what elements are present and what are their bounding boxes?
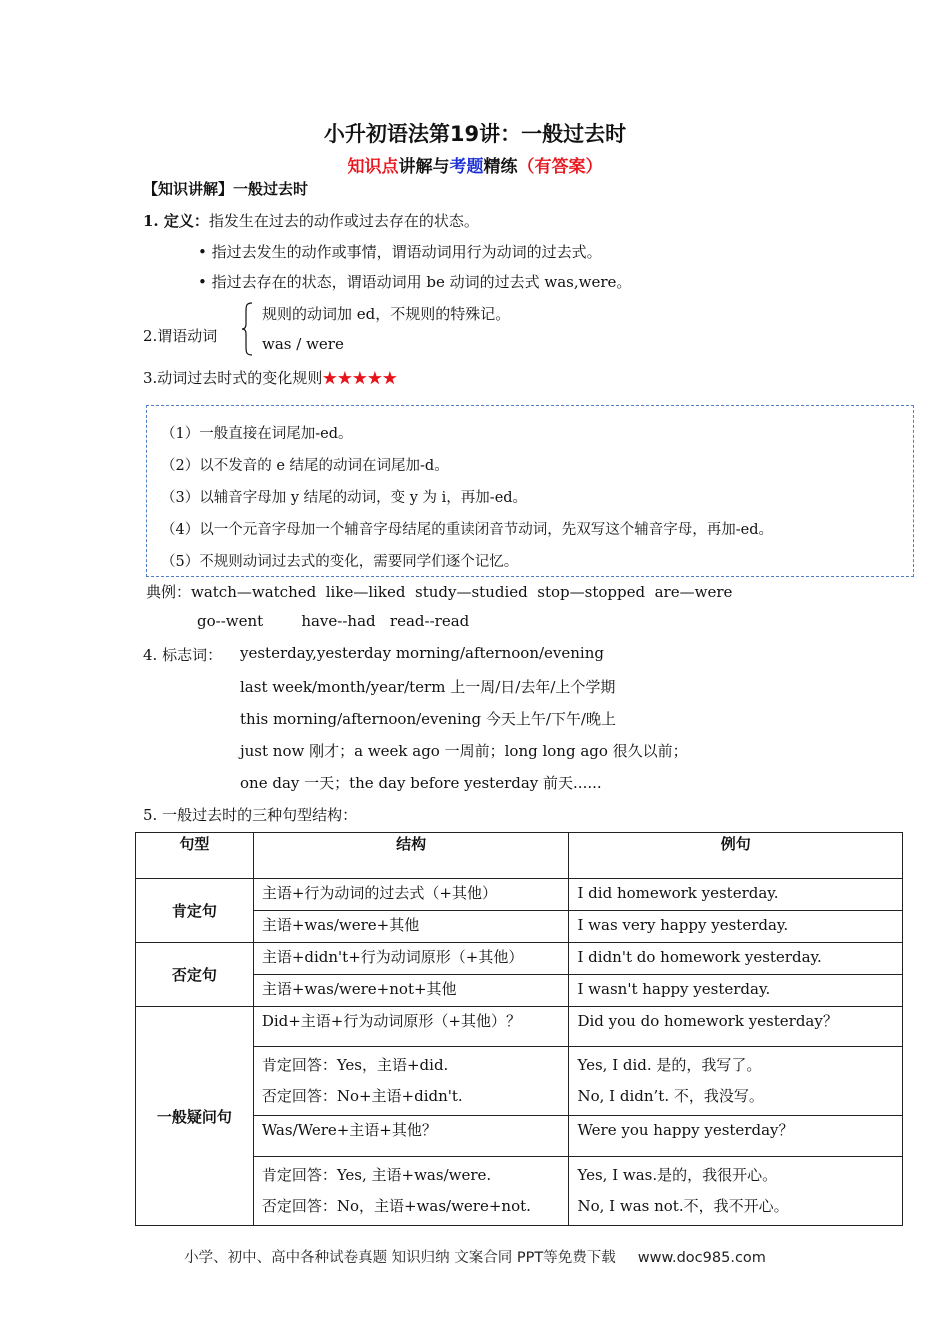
rules-box [146,405,914,577]
table-row [136,1007,903,1047]
question-example-1: Did you do homework yesterday？ [569,1007,903,1047]
affirmative-example-2: I was very happy yesterday. [569,911,903,943]
definition-bullet-1: • 指过去发生的动作或事情，谓语动词用行为动词的过去式。 [198,243,602,261]
star-rating-icon: ★★★★★ [322,369,398,387]
examples-line-2: go--went have--had read--read [197,612,470,630]
examples-line-1: 典例：watch—watched like—liked study—studied stop—stopped are—were [146,583,733,601]
question-example-3: Were you happy yesterday？ [569,1116,903,1157]
subtitle-part1: 知识点 [347,157,399,177]
affirmative-example-1: I did homework yesterday. [569,879,903,911]
answer-no-structure: 否定回答：No+主语+didn't. [261,1087,463,1105]
rule-3: （3）以辅音字母加 y 结尾的动词，变 y 为 i，再加-ed。 [161,490,528,506]
question-structure-2 [253,1047,569,1116]
page-subtitle [0,152,950,177]
subtitle-part3: 考题 [449,157,484,177]
header-structure: 结构 [253,833,569,879]
predicate-option-2: was / were [262,335,344,353]
predicate-option-1: 规则的动词加 ed，不规则的特殊记。 [262,305,511,323]
predicate-label: 2.谓语动词 [143,327,218,345]
marker-line-1: yesterday,yesterday morning/afternoon/evening [240,644,604,662]
marker-line-3: this morning/afternoon/evening 今天上午/下午/晚上 [240,710,616,728]
answer-no-structure: 否定回答：No，主语+was/were+not. [261,1197,531,1215]
answer-no-example: No, I was not.不，我不开心。 [577,1197,789,1215]
marker-line-2: last week/month/year/term 上一周/日/去年/上个学期 [240,678,616,696]
affirmative-structure-1: 主语+行为动词的过去式（+其他） [253,879,569,911]
page-footer [0,1246,950,1267]
rules-heading [143,367,397,388]
rule-4: （4）以一个元音字母加一个辅音字母结尾的重读闭音节动词，先双写这个辅音字母，再加-ed。 [161,522,773,538]
marker-line-5: one day 一天；the day before yesterday 前天...... [240,774,602,792]
structures-heading: 5. 一般过去时的三种句型结构： [143,806,358,824]
rule-2: （2）以不发音的 e 结尾的动词在词尾加-d。 [161,458,449,474]
question-example-2 [569,1047,903,1116]
question-structure-3: Was/Were+主语+其他？ [253,1116,569,1157]
section-heading: 【知识讲解】一般过去时 [143,180,309,198]
table-header-row [136,833,903,879]
footer-text: 小学、初中、高中各种试卷真题 知识归纳 文案合同 PPT等免费下载 [184,1250,616,1266]
footer-site-link[interactable]: www.doc985.com [637,1250,766,1266]
rule-5: （5）不规则动词过去式的变化，需要同学们逐个记忆。 [161,554,519,570]
answer-yes-example: Yes, I did. 是的，我写了。 [577,1056,762,1074]
markers-label: 4. 标志词： [143,646,223,664]
subtitle-part4: 精练 [483,157,518,177]
question-label: 一般疑问句 [136,1007,254,1226]
negative-example-2: I wasn't happy yesterday. [569,975,903,1007]
rule-1: （1）一般直接在词尾加-ed。 [161,426,353,442]
page-title: 小升初语法第19讲：一般过去时 [323,122,627,146]
negative-label: 否定句 [136,943,254,1007]
definition-text: 指发生在过去的动作或过去存在的状态。 [208,212,479,230]
definition-bullet-2: • 指过去存在的状态，谓语动词用 be 动词的过去式 was,were。 [198,273,632,291]
subtitle-part2: 讲解与 [398,157,450,177]
affirmative-label: 肯定句 [136,879,254,943]
question-structure-1: Did+主语+行为动词原形（+其他）？ [253,1007,569,1047]
brace-icon [241,302,253,356]
rules-heading-text: 3.动词过去时式的变化规则 [143,369,323,387]
negative-structure-2: 主语+was/were+not+其他 [253,975,569,1007]
answer-yes-example: Yes, I was.是的，我很开心。 [577,1166,778,1184]
definition-label: 1. 定义： [143,212,209,230]
definition-line [143,210,479,231]
header-example: 例句 [569,833,903,879]
question-example-4 [569,1157,903,1226]
answer-no-example: No, I didn’t. 不，我没写。 [577,1087,764,1105]
affirmative-structure-2: 主语+was/were+其他 [253,911,569,943]
sentence-structure-table [135,832,903,1226]
negative-structure-1: 主语+didn't+行为动词原形（+其他） [253,943,569,975]
header-type: 句型 [136,833,254,879]
table-row [136,879,903,911]
answer-yes-structure: 肯定回答：Yes，主语+did. [261,1056,449,1074]
marker-line-4: just now 刚才；a week ago 一周前；long long ago 很久以前； [240,742,688,760]
negative-example-1: I didn't do homework yesterday. [569,943,903,975]
answer-yes-structure: 肯定回答：Yes, 主语+was/were. [261,1166,492,1184]
question-structure-4 [253,1157,569,1226]
table-row [136,943,903,975]
subtitle-part5: （有答案） [517,157,603,177]
